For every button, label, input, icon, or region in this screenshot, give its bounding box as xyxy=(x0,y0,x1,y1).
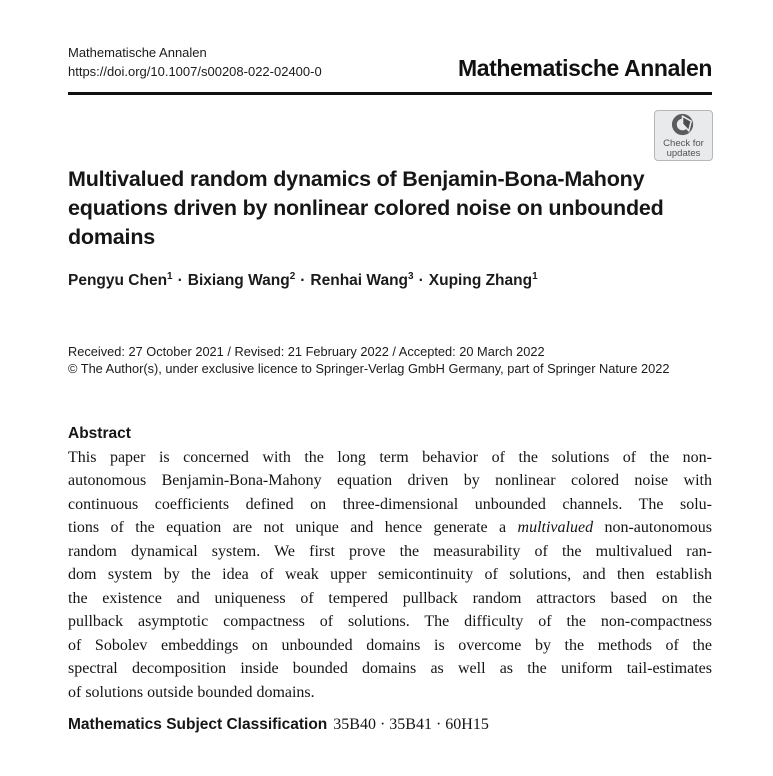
authors-line xyxy=(68,271,712,291)
abstract-heading: Abstract xyxy=(68,424,131,442)
abstract-line: This paper is concerned with the long term behavior of the solutions of the non- xyxy=(68,448,712,466)
author-separator: · xyxy=(300,271,306,289)
abstract-line: the existence and uniqueness of tempered pullback random attractors based on the xyxy=(68,589,712,607)
author xyxy=(188,272,295,289)
journal-name-large: Mathematische Annalen xyxy=(457,55,712,81)
header-left-block xyxy=(68,43,322,81)
abstract-line: spectral decomposition inside bounded domains as well as the uniform tail-estimates xyxy=(68,660,712,677)
page-header xyxy=(68,43,712,81)
abstract-line: continuous coefficients defined on three-dimensional unbounded channels. The solu- xyxy=(68,495,712,513)
author-affiliation-sup: 3 xyxy=(408,270,414,282)
doi-link[interactable]: https://doi.org/10.1007/s00208-022-02400-0 xyxy=(68,64,322,79)
author-affiliation-sup: 1 xyxy=(532,270,538,282)
author xyxy=(68,272,173,289)
author-name: Bixiang Wang xyxy=(187,271,290,289)
abstract-line: tions of the equation are not unique and hence generate a multivalued non-autonomous xyxy=(68,519,713,536)
paper-title-line: domains xyxy=(68,224,156,249)
dates-line: Received: 27 October 2021 / Revised: 21 February 2022 / Accepted: 20 March 2022 xyxy=(68,343,545,359)
abstract-line: of Sobolev embeddings on unbounded domains is overcome by the methods of the xyxy=(68,636,712,654)
author xyxy=(310,272,413,289)
author-name: Renhai Wang xyxy=(310,271,409,289)
author-affiliation-sup: 1 xyxy=(167,270,173,282)
abstract-line: pullback asymptotic compactness of solutions. The difficulty of the non-compactness xyxy=(68,613,712,630)
author-separator: · xyxy=(418,271,424,289)
abstract-line: dom system by the idea of weak upper semicontinuity of solutions, and then establish xyxy=(68,566,712,583)
meta-block xyxy=(68,343,712,378)
paper-title-line: Multivalued random dynamics of Benjamin-Bona-Mahony xyxy=(68,166,645,191)
paper-title xyxy=(68,165,712,252)
author-name: Pengyu Chen xyxy=(68,271,168,289)
check-for-updates-badge[interactable] xyxy=(654,110,713,161)
journal-name-small: Mathematische Annalen xyxy=(68,45,207,60)
check-badge-text: Check for updates xyxy=(663,137,704,159)
author-affiliation-sup: 2 xyxy=(289,270,296,282)
author-separator: · xyxy=(177,271,183,289)
abstract-line: autonomous Benjamin-Bona-Mahony equation driven by nonlinear colored noise with xyxy=(68,472,712,489)
msc-codes: 35B40 · 35B41 · 60H15 xyxy=(333,716,489,733)
abstract-line: random dynamical system. We first prove the measurability of the multivalued ran- xyxy=(68,542,712,560)
copyright-line: © The Author(s), under exclusive licence to Springer-Verlag GmbH Germany, part of Springer Nature 2022 xyxy=(68,361,670,376)
paper-title-line: equations driven by nonlinear colored noise on unbounded xyxy=(68,195,664,220)
msc-row xyxy=(68,716,712,734)
header-rule xyxy=(68,92,712,95)
author xyxy=(429,272,538,289)
abstract-body xyxy=(68,446,712,705)
abstract-line: of solutions outside bounded domains. xyxy=(68,683,315,701)
crossmark-circle-icon xyxy=(671,112,696,137)
author-name: Xuping Zhang xyxy=(428,271,533,289)
msc-label: Mathematics Subject Classification xyxy=(68,716,328,733)
